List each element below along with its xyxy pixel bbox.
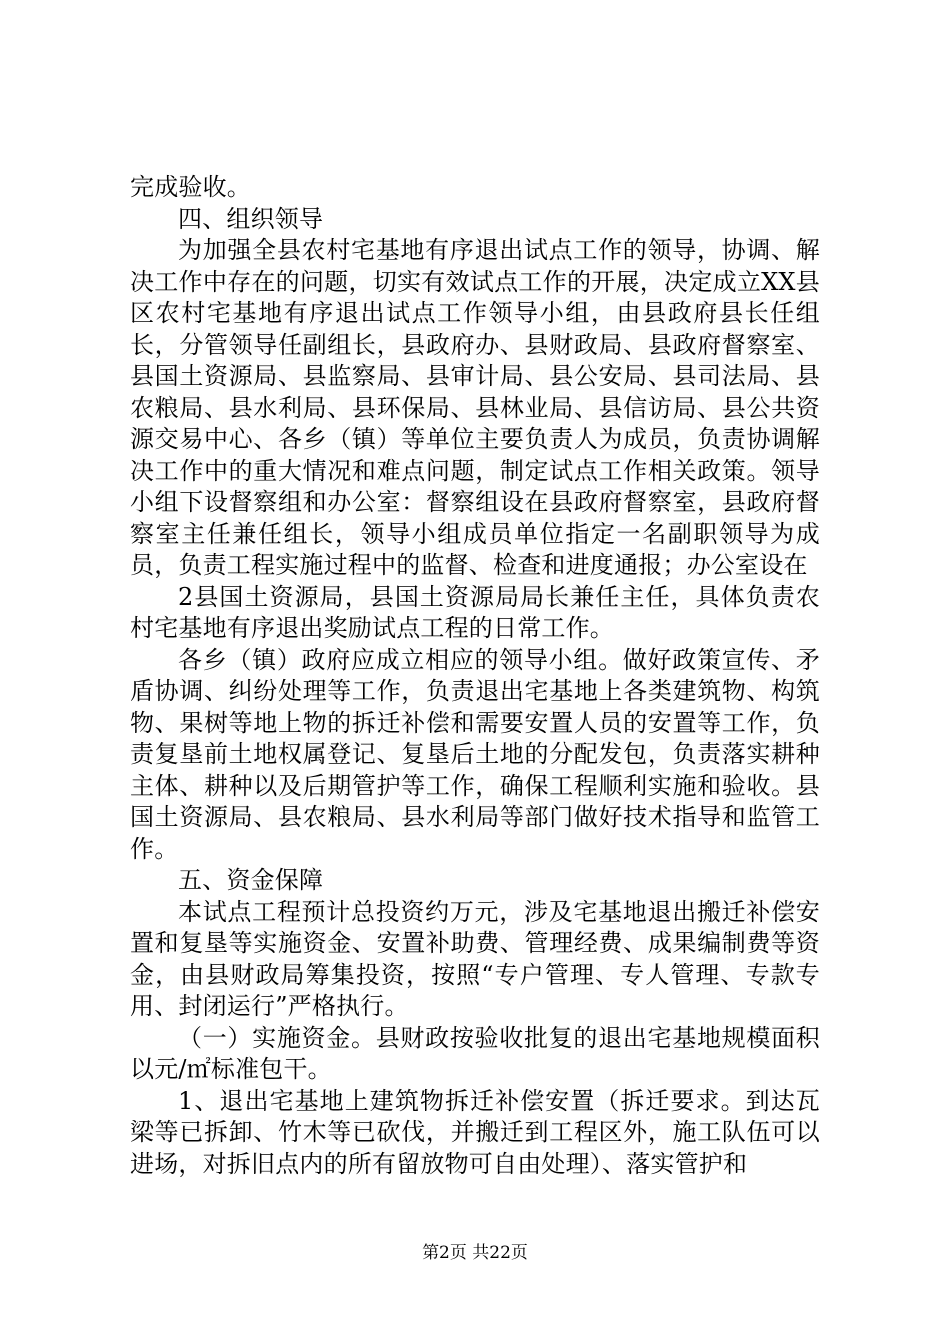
- paragraph-5: 各乡（镇）政府应成立相应的领导小组。做好政策宣传、矛盾协调、纠纷处理等工作，负责退出宅基地上各类建筑物、构筑物、果树等地上物的拆迁补偿和需要安置人员的安置等工作，负责复垦前土地权属登记、复垦后土地的分配发包，负责落实耕种主体、耕种以及后期管护等工作，确保工程顺利实施和验收。县国土资源局、县农粮局、县水利局等部门做好技术指导和监管工作。: [130, 645, 820, 863]
- document-body: [130, 172, 820, 1180]
- paragraph-9: 1、退出宅基地上建筑物拆迁补偿安置（拆迁要求。到达瓦梁等已拆卸、竹木等已砍伐，并搬迁到工程区外，施工队伍可以进场，对拆旧点内的所有留放物可自由处理）、落实管护和: [130, 1086, 820, 1178]
- paragraph-3: 为加强全县农村宅基地有序退出试点工作的领导，协调、解决工作中存在的问题，切实有效试点工作的开展，决定成立XX县区农村宅基地有序退出试点工作领导小组，由县政府县长任组长，分管领导任副组长，县政府办、县财政局、县政府督察室、县国土资源局、县监察局、县审计局、县公安局、县司法局、县农粮局、县水利局、县环保局、县林业局、县信访局、县公共资源交易中心、各乡（镇）等单位主要负责人为成员，负责协调解决工作中的重大情况和难点问题，制定试点工作相关政策。领导小组下设督察组和办公室：督察组设在县政府督察室，县政府督察室主任兼任组长，领导小组成员单位指定一名副职领导为成员，负责工程实施过程中的监督、检查和进度通报；办公室设在: [130, 236, 820, 579]
- page-footer: 第2页 共22页: [422, 1243, 528, 1263]
- section-heading-organization: 四、组织领导: [178, 204, 324, 233]
- paragraph-7: 本试点工程预计总投资约万元，涉及宅基地退出搬迁补偿安置和复垦等实施资金、安置补助费、管理经费、成果编制费等资金，由县财政局筹集投资，按照“专户管理、专人管理、专款专用、封闭运行”严格执行。: [130, 897, 820, 1020]
- paragraph-1: 完成验收。: [130, 173, 251, 201]
- paragraph-8: （一）实施资金。县财政按验收批复的退出宅基地规模面积以元/㎡标准包干。: [130, 1023, 820, 1083]
- section-heading-funding: 五、资金保障: [178, 866, 324, 894]
- paragraph-4: 2县国土资源局，县国土资源局局长兼任主任，具体负责农村宅基地有序退出奖励试点工程的日常工作。: [130, 582, 820, 642]
